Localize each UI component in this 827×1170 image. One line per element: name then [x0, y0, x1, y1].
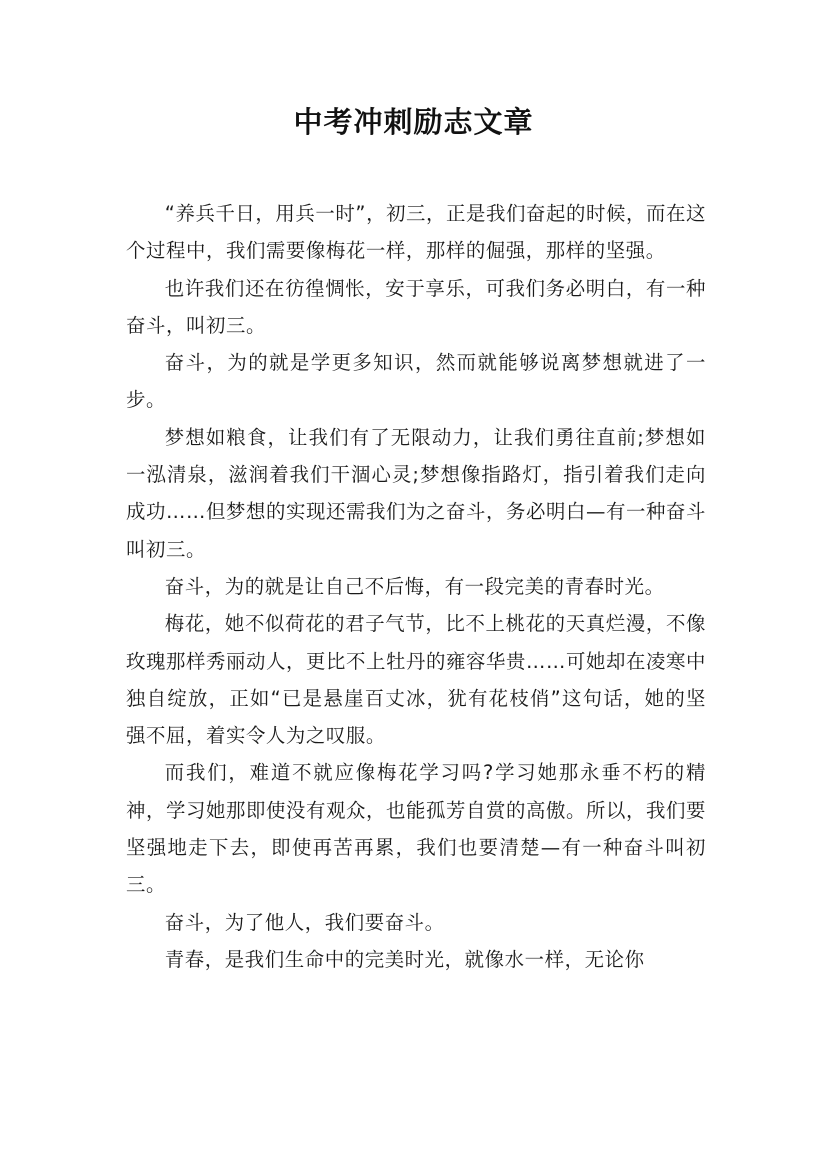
paragraph: 青春，是我们生命中的完美时光，就像水一样，无论你 [164, 947, 645, 971]
paragraph: 梦想如粮食，让我们有了无限动力，让我们勇往直前;梦想如一泓清泉，滋润着我们干涸心灵;梦想像指路灯，指引着我们走向成功……但梦想的实现还需我们为之奋斗，务必明白—有一种奋斗叫初三。 [126, 425, 706, 561]
document-body [126, 195, 706, 978]
paragraph: 梅花，她不似荷花的君子气节，比不上桃花的天真烂漫，不像玫瑰那样秀丽动人，更比不上牡丹的雍容华贵……可她却在凌寒中独自绽放，正如“已是悬崖百丈冰，犹有花枝俏”这句话，她的坚强不屈，着实令人为之叹服。 [126, 612, 706, 748]
paragraph: 也许我们还在彷徨惆怅，安于享乐，可我们务必明白，有一种奋斗，叫初三。 [126, 276, 706, 337]
document-title: 中考冲刺励志文章 [293, 105, 534, 139]
paragraph: 奋斗，为的就是让自己不后悔，有一段完美的青春时光。 [164, 574, 665, 598]
paragraph: 而我们，难道不就应像梅花学习吗?学习她那永垂不朽的精神，学习她那即使没有观众，也能孤芳自赏的高傲。所以，我们要坚强地走下去，即使再苦再累，我们也要清楚—有一种奋斗叫初三。 [126, 761, 706, 897]
paragraph: 奋斗，为的就是学更多知识，然而就能够说离梦想就进了一步。 [126, 351, 706, 412]
paragraph: 奋斗，为了他人，我们要奋斗。 [164, 910, 445, 934]
paragraph: “养兵千日，用兵一时”，初三，正是我们奋起的时候，而在这个过程中，我们需要像梅花一样，那样的倔强，那样的坚强。 [126, 202, 706, 263]
